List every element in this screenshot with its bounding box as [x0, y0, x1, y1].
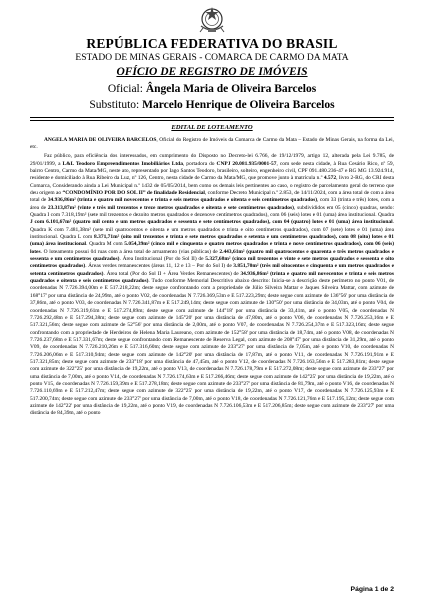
- intro-text: , Oficial do Registro de Imóveis da Comarca de Carmo da Mata – Estado de Minas Gerais, na forma da Lei, etc.: [30, 137, 394, 151]
- coat-of-arms-icon: [196, 4, 228, 36]
- grand-total-area: 34.936,86m² (trinta e quatro mil novecentos e trinta e seis metros quadrados e oitenta e seis centímetros quadrados): [30, 270, 394, 285]
- registry-number: 4.572: [323, 175, 337, 182]
- text-run: . Quadra K com 7.481,38m² (sete mil quatrocentos e oitenta e um metros quadrados e trinta e oito centímetros quadrados), com 07 (sete) lotes e 01 (uma) área institucional. Quadra L com: [30, 219, 394, 241]
- green-areas: 3.851,70m² (três mil oitocentos e cinquenta e um metros quadrados e setenta centímetros quadrados): [30, 263, 394, 277]
- page-number: [351, 586, 394, 593]
- total-area: 34.936,86m² (trinta e quatro mil novecentos e trinta e seis metros quadrados e oitenta e seis centímetros quadrados): [47, 197, 318, 204]
- text-run: , conforme Decreto Municipal n.º 2.853, de 14/11/2024, com a área total de com a área total de: [30, 190, 394, 204]
- edital-heading: EDITAL DE LOTEAMENTO: [171, 124, 253, 131]
- block-j-area: J com 6.101,67m² (quatro mil cento e um metros quadrados e sessenta e sete centímetros quadrados), com 04 (quatro) lotes e 01 (uma) área institucional: [30, 219, 393, 226]
- streets-area: 2.443,61m² (quatro mil quatrocentos e quarenta e três metros quadrados e sessenta e um centímetros quadrados): [30, 248, 394, 263]
- text-run: , com sede nesta cidade, à Rua Cesário Rico, nº 59, bairro Centro, Carmo da Mata/MG, neste ato, representado por Iago Santos Teodoro, brasileiro, solteiro, engenheiro civil, CPF 091.480.236-47 e RG MG 13.924.914, residente e domiciliado à Rua Ribeiro da Luz, nº 126, Centro, nesta cidade de Carmo da Mata/MG, que promove junto à matrícula n.º: [30, 160, 394, 182]
- text-run: . Área total (Por do Sol II + Área Verdes Remanescentes) de: [103, 270, 241, 277]
- block-l-area: 8.371,71m² (oito mil trezentos e trinta e sete metros quadrados e setenta e um centímetros quadrados), com 08 (oito) lotes e 01 (uma) área institucional: [30, 234, 394, 248]
- company-name: L&L Teodoro Empreendimentos Imobiliários Ltda: [62, 160, 183, 167]
- text-run: . Quadra M com: [86, 241, 125, 248]
- text-run: . Áreas verdes remanescentes (áreas 11, 12 e 13 – Por do Sol I) de: [85, 263, 234, 270]
- header-divider-top: [30, 117, 394, 118]
- substitute-label: Substituto:: [89, 99, 140, 111]
- text-run: , livro 2-RG, do CRI desta Comarca, Considerando ainda a Lei Municipal n.º 1432 de 05/05/2014, bem como os demais leis pertinentes ao caso, o registro de parcelamento geral do terreno que deu origem ao: [30, 175, 394, 196]
- text-run: , subdivididos em 05 (cinco) quadras, sendo: Quadra I com 7.318,19m² (sete mil trezentos e dezoito metros quadrados e dezenove centímetros quadrados), com 06 (seis) lotes e 01 (uma) área institucional. Quadra: [30, 204, 394, 219]
- lots-area: 23.313,87m² (vinte e três mil trezentos e treze metros quadrados e oitenta e sete centímetros quadrados): [47, 204, 294, 211]
- state-county-subtitle: ESTADO DE MINAS GERAIS - COMARCA DE CARMO DA MATA: [75, 53, 349, 63]
- substitute-name: Marcelo Henrique de Oliveira Barcelos: [142, 99, 335, 111]
- text-run: . Área Institucional (Por do Sol II) de: [119, 256, 206, 263]
- official-line: [0, 83, 424, 95]
- intro-paragraph: [30, 137, 394, 152]
- text-run: . O loteamento possui 04 ruas com a área total de arruamento (vias públicas) de: [40, 248, 220, 255]
- office-title: OFÍCIO DE REGISTRO DE IMÓVEIS: [116, 66, 308, 78]
- text-run: . Tudo conforme Memorial Descritivo abaixo descrito: Inicia-se a descrição deste perímetro no ponto: [148, 278, 377, 285]
- condominium-name: “CONDOMÍNIO POR DO SOL II” de finalidade Residencial: [62, 190, 205, 196]
- perimeter-description: V01, de coordenadas N 7.726.394,00m e E 517.218,22m; deste segue confrontando com a propriedade de Júlio Silveira Mattar e Jaques Silveira Mattar, com azimute de 168°17' por uma distância de 24,99m, até o ponto V02, de coordenadas N 7.726.369,53m e E 517.223,29m; deste segue com azimute de 136°56' por uma distância de 37,86m, até o ponto V03, de coordenadas N 7.726.341,87m e E 517.249,14m; deste segue com azimute de 130°50' por uma distância de 34,03m, até o ponto V04, de coordenadas N 7.726.319,61m e E 517.274,89m; deste segue com azimute de 144°18' por uma distância de 33,41m, até o ponto V05, de coordenadas N 7.726.292,48m e E 517.294,38m; deste segue com azimute de 145°20' por uma distância de 47,80m, até o ponto V06, de coordenadas N 7.726.253,16m e E 517.321,56m; deste segue com azimute de 52°56' por uma distância de 2,00m, até o ponto V07, de coordenadas N 7.726.254,37m e E 517.323,16m; deste segue confrontando com a propriedade de Herdeiros de Helena Maria Laureano, com azimute de 152°58' por uma distância de 18,74m, até o ponto V08, de coordenadas N 7.726.237,68m e E 517.331,67m; deste segue confrontando com Remanescente de Reserva Legal, com azimute de 208°47' por uma distância de 31,29m, até o ponto V09, de coordenadas N 7.726.210,26m e E 517.316,60m; deste segue com azimute de 233°27' por uma distância de 7,05m, até o ponto V10, de coordenadas N 7.726.206,06m e E 517.310,94m; deste segue com azimute de 142°20' por uma distância de 17,87m, até o ponto V11, de coordenadas N 7.726.191,91m e E 517.321,85m; deste segue com azimute de 233°18' por uma distância de 47,45m, até o ponto V12, de coordenadas N 7.726.163,56m e E 517.283,81m; deste segue com azimute de 322°25' por uma distância de 19,22m, até o ponto V13, de coordenadas N 7.726.178,79m e E 517.272,08m; deste segue com azimute de 233°27' por uma distância de 7,00m, até o ponto V14, de coordenadas N 7.726.174,63m e E 517.266,46m; deste segue com azimute de 142°25' por uma distância de 19,22m, até o ponto V15, de coordenadas N 7.726.159,39m e E 517.278,18m; deste segue com azimute de 233°27' por uma distância de 81,79m, até o ponto V16, de coordenadas N 7.726.110,69m e E 517.212,47m; deste segue com azimute de 322°25' por uma distância de 19,22m, até o ponto V17, de coordenadas N 7.726.125,93m e E 517.200,74m; deste segue com azimute de 233°27' por uma distância de 7,00m, até o ponto V18, de coordenadas N 7.726.121,76m e E 517.195,12m; deste segue com azimute de 142°22' por uma distância de 19,22m, até o ponto V19, de coordenadas N 7.726.106,53m e E 517.206,85m; deste segue com azimute de 233°27' por uma distância de 84,39m, até o ponto: [30, 278, 394, 417]
- text-run: , com 33 (trinta e três) lotes, com a área de: [30, 197, 394, 211]
- institutional-area: 5.327,68m² (cinco mil trezentos e vinte e sete metros quadrados e sessenta e oito centímetros quadrados): [30, 256, 394, 270]
- page-number-label: Página 1 de 2: [350, 586, 394, 593]
- official-name-inline: ÂNGELA MARIA DE OLIVEIRA BARCELOS: [44, 137, 157, 143]
- text-run: Faz público, para eficiência dos interessados, em cumprimento do Disposto no Decreto-lei 6.766, de 19/12/1979, artigo 12, alterada pela Lei 9.785, de 29/01/1999, a: [30, 153, 394, 167]
- block-m-area: 5.054,39m² (cinco mil e cinquenta e quatro metros quadrados e trinta e nove centímetros quadrados), com 06 (seis) lotes: [30, 241, 394, 255]
- substitute-line: [0, 99, 424, 111]
- republic-title: REPÚBLICA FEDERATIVA DO BRASIL: [86, 36, 338, 51]
- official-label: Oficial:: [107, 83, 143, 95]
- document-body: [30, 137, 394, 581]
- text-run: , portadora do: [182, 160, 217, 167]
- header-divider-bottom: [30, 120, 394, 121]
- notice-paragraph: [30, 153, 394, 417]
- official-name: Ângela Maria de Oliveira Barcelos: [145, 83, 317, 95]
- company-cnpj: CNPJ 20.081.935/0001-57: [216, 160, 277, 167]
